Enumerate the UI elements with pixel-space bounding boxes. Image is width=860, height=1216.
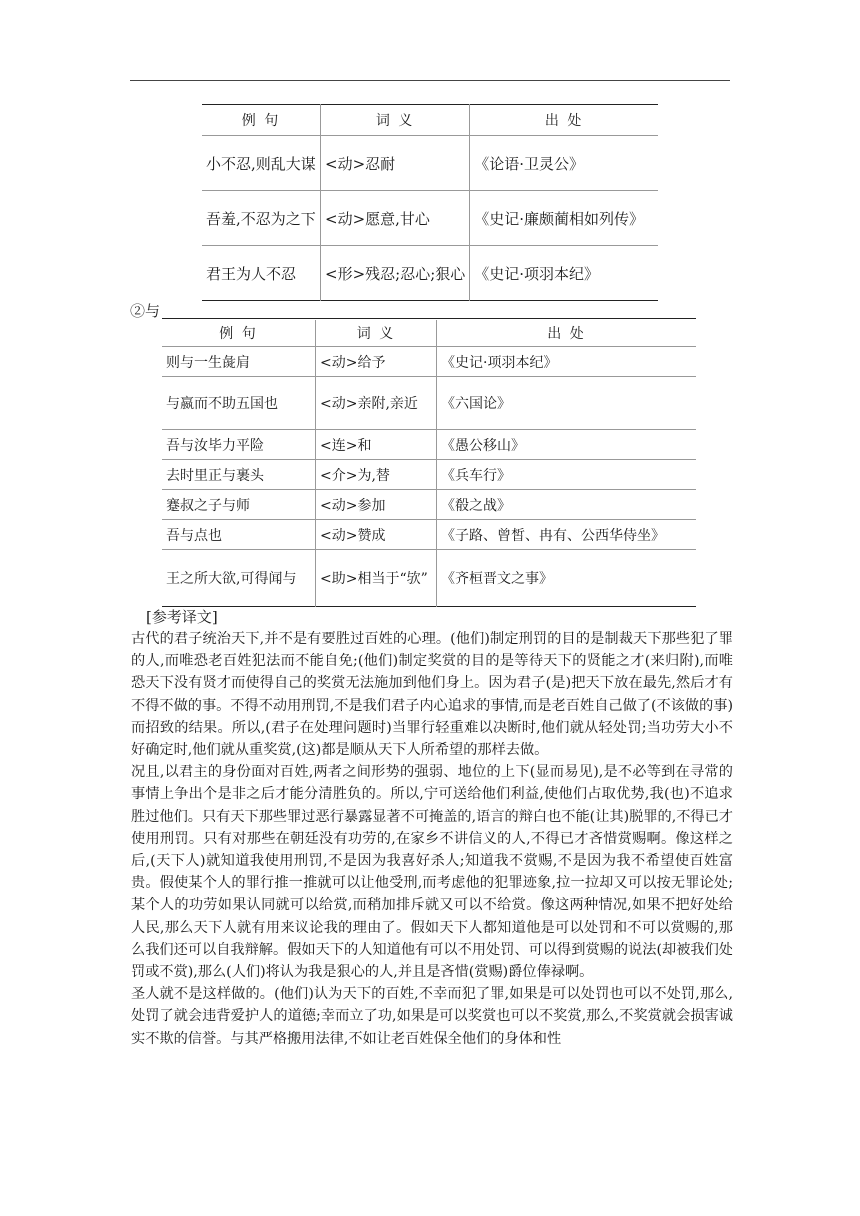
cell-meaning: <形>残忍;忍心;狠心 — [321, 246, 470, 301]
table2-top-rule — [162, 318, 696, 319]
header-source: 出 处 — [470, 105, 658, 136]
cell-source: 《论语·卫灵公》 — [470, 136, 658, 191]
table-row — [162, 377, 696, 430]
table-row — [202, 246, 658, 301]
cell-meaning: <助>相当于“欤” — [316, 550, 437, 607]
table-row — [162, 347, 696, 377]
cell-example: 吾与汝毕力平险 — [162, 430, 316, 460]
header-example: 例 句 — [162, 320, 316, 347]
table-row — [162, 490, 696, 520]
cell-example: 蹇叔之子与师 — [162, 490, 316, 520]
table-header-row — [162, 320, 696, 347]
header-meaning: 词 义 — [321, 105, 470, 136]
cell-source: 《史记·项羽本纪》 — [437, 347, 697, 377]
cell-meaning: <动>亲附,亲近 — [316, 377, 437, 430]
cell-source: 《愚公移山》 — [437, 430, 697, 460]
table-row — [162, 550, 696, 607]
table-row — [202, 191, 658, 246]
cell-source: 《兵车行》 — [437, 460, 697, 490]
cell-example: 吾羞,不忍为之下 — [202, 191, 321, 246]
cell-meaning: <介>为,替 — [316, 460, 437, 490]
translation-paragraph: 古代的君子统治天下,并不是有要胜过百姓的心理。(他们)制定刑罚的目的是制裁天下那些犯了罪的人,而唯恐老百姓犯法而不能自免;(他们)制定奖赏的目的是等待天下的贤能之才(来归附),而唯恐天下没有贤才而使得自己的奖赏无法施加到他们身上。因为君子(是)把天下放在最先,然后才有不得不做的事。不得不动用刑罚,不是我们君子内心追求的事情,而是老百姓自己做了(不该做的事)而招致的结果。所以,(君子在处理问题时)当罪行轻重难以决断时,他们就从轻处罚;当功劳大小不好确定时,他们就从重奖赏,(这)都是顺从天下人所希望的那样去做。 — [131, 631, 733, 759]
reference-translation-title: [参考译文] — [146, 608, 218, 626]
cell-source: 《殽之战》 — [437, 490, 697, 520]
cell-meaning: <动>参加 — [316, 490, 437, 520]
table-row — [162, 430, 696, 460]
top-rule — [130, 80, 730, 81]
cell-example: 去时里正与裹头 — [162, 460, 316, 490]
cell-source: 《六国论》 — [437, 377, 697, 430]
cell-example: 君王为人不忍 — [206, 264, 297, 283]
cell-example: 吾与点也 — [162, 520, 316, 550]
cell-example: 小不忍,则乱大谋 — [202, 136, 321, 191]
cell-meaning: <动>赞成 — [316, 520, 437, 550]
cell-example: 王之所大欲,可得闻与 — [166, 571, 297, 587]
cell-source: 《史记·廉颇蔺相如列传》 — [470, 191, 658, 246]
table-row — [162, 520, 696, 550]
cell-source: 《子路、曾皙、冉有、公西华侍坐》 — [437, 520, 697, 550]
cell-example: 则与一生彘肩 — [162, 347, 316, 377]
cell-example: 与嬴而不助五国也 — [162, 377, 316, 430]
table-header-row — [202, 105, 658, 136]
header-meaning: 词 义 — [316, 320, 437, 347]
table-row — [162, 460, 696, 490]
cell-meaning: <连>和 — [316, 430, 437, 460]
translation-paragraph: 圣人就不是这样做的。(他们)认为天下的百姓,不幸而犯了罪,如果是可以处罚也可以不处罚,那么,处罚了就会违背爱护人的道德;幸而立了功,如果是可以奖赏也可以不奖赏,那么,不奖赏就会损害诚实不欺的信誉。与其严格搬用法律,不如让老百姓保全他们的身体和性 — [131, 986, 733, 1047]
table-row — [202, 136, 658, 191]
cell-meaning: <动>愿意,甘心 — [321, 191, 470, 246]
cell-source: 《齐桓晋文之事》 — [437, 550, 697, 607]
section-label-yu: ②与 — [130, 302, 161, 320]
cell-source: 《史记·项羽本纪》 — [470, 246, 658, 301]
reference-translation-body — [131, 628, 733, 1050]
cell-meaning: <动>忍耐 — [321, 136, 470, 191]
translation-paragraph: 况且,以君主的身份面对百姓,两者之间形势的强弱、地位的上下(显而易见),是不必等到在寻常的事情上争出个是非之后才能分清胜负的。所以,宁可送给他们利益,使他们占取优势,我(也)不追求胜过他们。只有天下那些罪过恶行暴露显著不可掩盖的,语言的辩白也不能(让其)脱罪的,不得已才使用刑罚。只有对那些在朝廷没有功劳的,在家乡不讲信义的人,不得已才吝惜赏赐啊。像这样之后,(天下人)就知道我使用刑罚,不是因为我喜好杀人;知道我不赏赐,不是因为我不希望使百姓富贵。假使某个人的罪行推一推就可以让他受刑,而考虑他的犯罪迹象,拉一拉却又可以按无罪论处;某个人的功劳如果认同就可以给赏,而稍加排斥就又可以不给赏。像这两种情况,如果不把好处给人民,那么天下人就有用来议论我的理由了。假如天下人都知道他是可以处罚和不可以赏赐的,那么我们还可以自我辩解。假如天下的人知道他有可以不用处罚、可以得到赏赐的说法(却被我们处罚或不赏),那么(人们)将认为我是狠心的人,并且是吝惜(赏赐)爵位俸禄啊。 — [131, 764, 733, 981]
header-example: 例 句 — [202, 105, 321, 136]
table-yu — [162, 320, 696, 607]
table-ren — [202, 104, 658, 301]
cell-meaning: <动>给予 — [316, 347, 437, 377]
header-source: 出 处 — [437, 320, 697, 347]
